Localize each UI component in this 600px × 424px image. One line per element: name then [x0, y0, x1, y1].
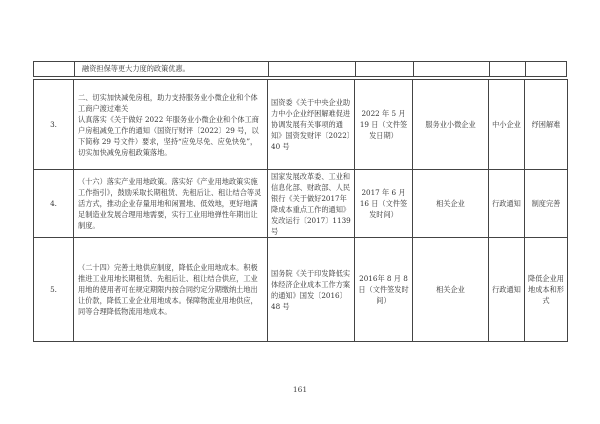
top-fragment-text: 融资担保等更大力度的政策优惠。 — [82, 64, 190, 73]
source-document: 国资委《关于中央企业助力中小企业纾困解难促进协调发展有关事项的通知》国资发财评〔2022〕40 号 — [268, 80, 355, 170]
table-row — [34, 238, 568, 342]
policy-category: 降低企业用地成本和形式 — [525, 238, 568, 342]
issue-date: 2022 年 5 月 19 日（文件签发日期） — [355, 80, 413, 170]
policy-category: 制度完善 — [525, 170, 568, 238]
policy-content: （十六）落实产业用地政策。落实好《产业用地政策实施工作指引》，鼓励采取长期租赁、先租后让、租让结合等灵活方式，推动企业存量用地和闲置地、低效地，更好地满足制造业发展合理用地需要，实行工业用地弹性年期出让制度。 — [74, 170, 268, 238]
row-index: 5. — [34, 238, 74, 342]
row-index: 4. — [34, 170, 74, 238]
policy-category: 纾困解难 — [525, 80, 568, 170]
table-top-fragment-row — [33, 61, 567, 77]
target-subject: 相关企业 — [413, 238, 489, 342]
table-row — [34, 170, 568, 238]
implementation-method: 中小企业 — [489, 80, 525, 170]
policy-content: 二、切实加快减免房租，助力支持服务业小微企业和个体工商户渡过难关 认真落实《关于做好 2022 年服务业小微企业和个体工商户房租减免工作的通知（国资厅财评〔2022〕29 号，以下简称 29 号文件）要求，坚持“应免尽免、应免快免”，切实加快减免房租政策落地。 — [74, 80, 268, 170]
source-document: 国务院《关于印发降低实体经济企业成本工作方案的通知》国发〔2016〕48 号 — [268, 238, 355, 342]
source-document: 国家发展改革委、工业和信息化部、财政部、人民银行《关于做好2017年降成本重点工作的通知》发改运行〔2017〕1139 号 — [268, 170, 355, 238]
implementation-method: 行政通知 — [489, 238, 525, 342]
issue-date: 2017 年 6 月 16 日（文件签发时间） — [355, 170, 413, 238]
table-row — [34, 80, 568, 170]
page-number: 161 — [292, 385, 308, 394]
row-index: 3. — [34, 80, 74, 170]
target-subject: 相关企业 — [413, 170, 489, 238]
implementation-method: 行政通知 — [489, 170, 525, 238]
policy-content: （二十四）完善土地供应制度，降低企业用地成本。积极推进工业用地长期租赁、先租后让、租让结合供应，工业用地的使用者可在规定期限内按合同约定分期缴纳土地出让价款，降低工业企业用地成本。保障物流业用地供应，同等合理降低物流用地成本。 — [74, 238, 268, 342]
policy-table — [33, 79, 568, 342]
target-subject: 服务业小微企业 — [413, 80, 489, 170]
issue-date: 2016年 8 月 8 日（文件签发时间） — [355, 238, 413, 342]
